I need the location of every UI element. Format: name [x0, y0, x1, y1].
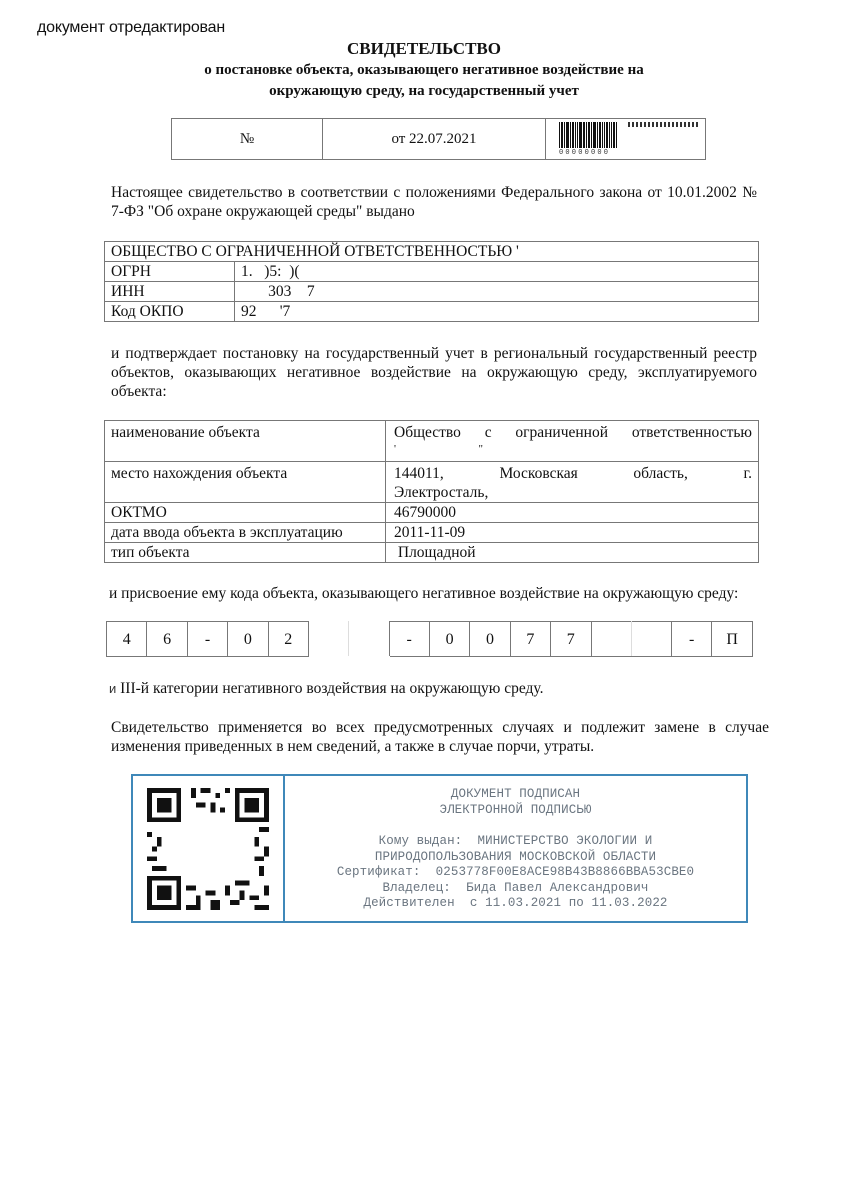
code-cell: [349, 622, 389, 657]
signed-line1: ДОКУМЕНТ ПОДПИСАН: [450, 787, 581, 801]
inn-value: 303 7: [235, 282, 759, 302]
code-cell: [631, 622, 671, 657]
qr-code-cell: [133, 776, 285, 921]
document-title: СВИДЕТЕЛЬСТВО: [347, 39, 501, 58]
category-paragraph: [109, 679, 755, 698]
commissioning-date-value: 2011-11-09: [386, 523, 759, 543]
object-type-value: Площадной: [386, 543, 759, 563]
certificate-number-box: [171, 118, 706, 160]
table-row: [105, 262, 759, 282]
oktmo-value: 46790000: [386, 503, 759, 523]
barcode-top-bars: [628, 122, 698, 127]
code-cell: 7: [510, 622, 550, 657]
object-type-label: тип объекта: [105, 543, 386, 563]
issued-to-line2: ПРИРОДОПОЛЬЗОВАНИЯ МОСКОВСКОЙ ОБЛАСТИ: [374, 849, 657, 864]
code-cell: 2: [268, 622, 308, 657]
code-cell: 0: [429, 622, 469, 657]
okpo-value: 92 '7: [235, 302, 759, 322]
table-row: [105, 503, 759, 523]
category-text: III-й категории негативного воздействия на окружающую среду.: [116, 680, 544, 697]
object-table: [104, 420, 759, 563]
inn-label: ИНН: [105, 282, 235, 302]
object-location-value-line1: 144011, Московская область, г.: [394, 465, 752, 482]
certificate-id: Сертификат: 0253778F00E8ACE98B43B8866BBA53CBE0: [336, 865, 695, 879]
okpo-label: Код ОКПО: [105, 302, 235, 322]
certificate-number-label: №: [172, 119, 323, 159]
document-subtitle-line2: окружающую среду, на государственный учет: [269, 83, 579, 99]
ogrn-label: ОГРН: [105, 262, 235, 282]
oktmo-label: ОКТМО: [105, 503, 386, 523]
object-name-value-line1: Общество с ограниченной ответственностью: [394, 424, 752, 441]
code-paragraph: и присвоение ему кода объекта, оказывающего негативное воздействие на окружающую среду:: [109, 585, 739, 602]
table-row: [105, 302, 759, 322]
object-location-value: [386, 462, 759, 503]
object-location-value-line2: Электросталь,: [394, 484, 489, 501]
ogrn-value: 1. )5: )(: [235, 262, 759, 282]
certificate-validity: Действителен с 11.03.2021 по 11.03.2022: [363, 896, 668, 910]
category-prefix: и: [109, 681, 117, 696]
code-cell: [308, 622, 348, 657]
organization-name: ОБЩЕСТВО С ОГРАНИЧЕННОЙ ОТВЕТСТВЕННОСТЬЮ ': [105, 242, 759, 262]
electronic-signature-stamp: [131, 774, 748, 923]
code-cell: [591, 622, 631, 657]
code-cell: 0: [470, 622, 510, 657]
code-cell: 0: [228, 622, 268, 657]
confirm-paragraph: и подтверждает постановку на государственный учет в региональный государственный реестр объектов, оказывающих негативное воздействие на окружающую среду, эксплуатируемого объекта:: [111, 345, 757, 400]
code-cell: -: [672, 622, 712, 657]
barcode-cell: [546, 119, 705, 159]
table-row: [105, 282, 759, 302]
barcode-icon: [559, 122, 618, 157]
qr-code-icon: [147, 788, 269, 910]
redaction-note: документ отредактирован: [37, 19, 225, 36]
table-row: [107, 622, 753, 657]
signature-details: [285, 776, 746, 921]
table-row: [105, 242, 759, 262]
certificate-date: от 22.07.2021: [323, 119, 546, 159]
code-cell: -: [187, 622, 227, 657]
code-cell: -: [389, 622, 429, 657]
object-code-grid: [106, 621, 753, 657]
barcode-digits: 00000000: [559, 148, 611, 157]
object-location-label: место нахождения объекта: [105, 462, 386, 503]
certificate-owner: Владелец: Бида Павел Александрович: [382, 880, 649, 895]
signed-line2: ЭЛЕКТРОННОЙ ПОДПИСЬЮ: [439, 802, 592, 817]
table-row: [105, 462, 759, 503]
code-cell: 6: [147, 622, 187, 657]
table-row: [105, 523, 759, 543]
document-subtitle-line1: о постановке объекта, оказывающего негативное воздействие на: [204, 62, 644, 78]
commissioning-date-label: дата ввода объекта в эксплуатацию: [105, 523, 386, 543]
code-cell: 4: [107, 622, 147, 657]
object-name-value: [386, 421, 759, 462]
table-row: [105, 543, 759, 563]
validity-paragraph: Свидетельство применяется во всех предусмотренных случаях и подлежит замене в случае изменения приведенных в нем сведений, а также в случае порчи, утраты.: [111, 719, 769, 755]
document-title-block: [0, 38, 848, 102]
code-cell: П: [712, 622, 753, 657]
organization-table: [104, 241, 759, 322]
intro-paragraph: Настоящее свидетельство в соответствии с положениями Федерального закона от 10.01.2002 № 7-ФЗ "Об охране окружающей среды" выдано: [111, 184, 757, 220]
table-row: [105, 421, 759, 462]
object-name-label: наименование объекта: [105, 421, 386, 462]
issued-to-line1: Кому выдан: МИНИСТЕРСТВО ЭКОЛОГИИ И: [378, 834, 653, 848]
object-name-value-line2: ' ": [394, 443, 483, 455]
code-cell: 7: [551, 622, 591, 657]
